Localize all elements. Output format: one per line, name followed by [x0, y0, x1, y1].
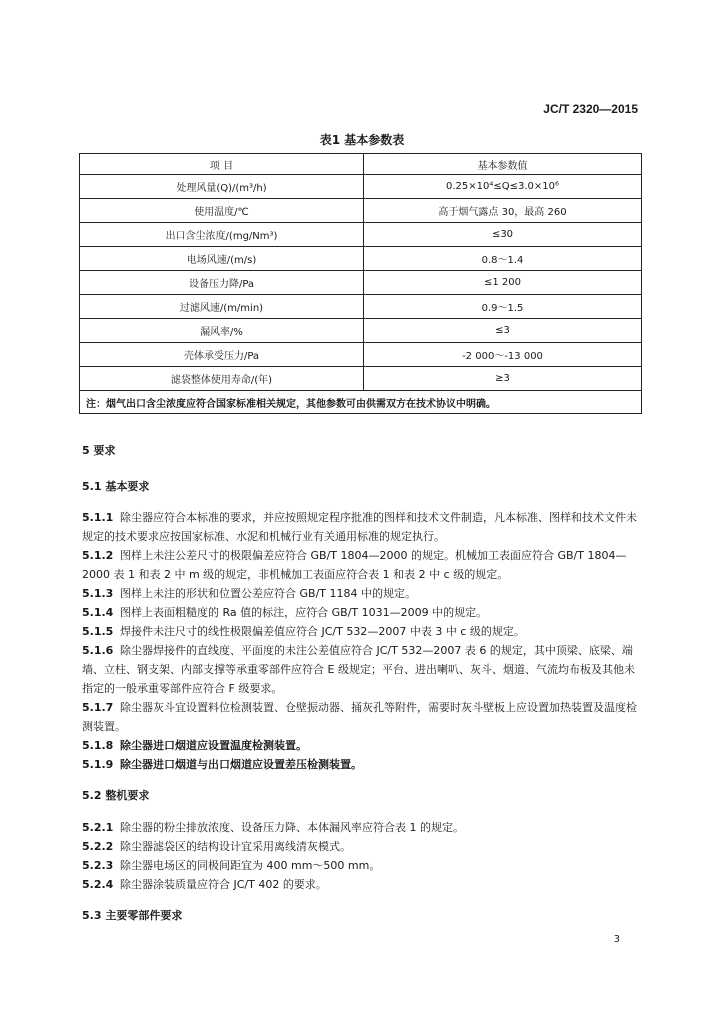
- table-row: [80, 199, 642, 223]
- clause-text: 除尘器进口烟道应设置温度检测装置。: [120, 739, 307, 752]
- clause-text: 除尘器进口烟道与出口烟道应设置差压检测装置。: [120, 758, 362, 771]
- clause-number: 5.2.2: [82, 840, 114, 853]
- clause-number: 5.1.7: [82, 701, 114, 714]
- clause-text: 除尘器灰斗宜设置料位检测装置、仓壁振动器、捅灰孔等附件，需要时灰斗壁板上应设置加热装置及温度检测装置。: [82, 701, 637, 733]
- row-item: 出口含尘浓度/(mg/Nm³): [80, 223, 364, 247]
- table-header-row: [80, 154, 642, 175]
- clause-text: 除尘器的粉尘排放浓度、设备压力降、本体漏风率应符合表 1 的规定。: [120, 821, 464, 834]
- clause-text: 图样上未注的形状和位置公差应符合 GB/T 1184 中的规定。: [120, 587, 416, 600]
- basic-parameters-table: [79, 153, 642, 414]
- page-number: 3: [613, 934, 620, 945]
- table-row: [80, 295, 642, 319]
- clause-number: 5.1.6: [82, 644, 114, 657]
- row-value: 0.8～1.4: [364, 247, 642, 271]
- clause-number: 5.1.1: [82, 511, 114, 524]
- row-item: 电场风速/(m/s): [80, 247, 364, 271]
- section-5-1-heading: 5.1 基本要求: [82, 480, 150, 493]
- column-header-value: 基本参数值: [364, 154, 642, 175]
- clause-text: 除尘器应符合本标准的要求，并应按照规定程序批准的图样和技术文件制造，凡本标准、图样和技术文件未规定的技术要求应按国家标准、水泥和机械行业有关通用标准的规定执行。: [82, 511, 637, 543]
- clause-5-1-2: [82, 546, 642, 584]
- table-row: [80, 271, 642, 295]
- clause-number: 5.2.4: [82, 878, 114, 891]
- row-value: ≤1 200: [364, 271, 642, 295]
- clause-number: 5.2.3: [82, 859, 114, 872]
- clause-text: 除尘器电场区的同极间距宜为 400 mm～500 mm。: [120, 859, 381, 872]
- clause-number: 5.1.9: [82, 758, 114, 771]
- clause-number: 5.1.2: [82, 549, 114, 562]
- table-row: [80, 175, 642, 199]
- clause-5-1-1: [82, 508, 642, 546]
- clause-text: 除尘器焊接件的直线度、平面度的未注公差值应符合 JC/T 532—2007 表 6 的规定，其中顶梁、底梁、端墙、立柱、钢支架、内部支撑等承重零部件应符合 E 级规定；平台、进出喇叭、灰斗、烟道、气流均布板及其他未指定的一般承重零部件应符合 F 级要求。: [82, 644, 635, 695]
- clause-number: 5.1.3: [82, 587, 114, 600]
- clause-5-2-4: [82, 875, 642, 894]
- clause-5-1-4: [82, 603, 642, 622]
- clause-5-1-5: [82, 622, 642, 641]
- section-5-3-heading: 5.3 主要零部件要求: [82, 909, 183, 922]
- row-value: ≤30: [364, 223, 642, 247]
- clause-text: 除尘器滤袋区的结构设计宜采用离线清灰模式。: [120, 840, 351, 853]
- row-value: ≤3: [364, 319, 642, 343]
- clause-number: 5.1.4: [82, 606, 114, 619]
- clause-5-1-7: [82, 698, 642, 736]
- table-note-row: [80, 391, 642, 414]
- row-value: ≥3: [364, 367, 642, 391]
- standard-number: JC/T 2320—2015: [543, 102, 638, 116]
- clause-text: 图样上表面粗糙度的 Ra 值的标注，应符合 GB/T 1031—2009 中的规定。: [120, 606, 488, 619]
- row-item: 设备压力降/Pa: [80, 271, 364, 295]
- table-row: [80, 343, 642, 367]
- clause-number: 5.1.8: [82, 739, 114, 752]
- clause-5-1-8: [82, 736, 642, 755]
- row-item: 使用温度/℃: [80, 199, 364, 223]
- row-value: 0.9～1.5: [364, 295, 642, 319]
- clause-5-2-1: [82, 818, 642, 837]
- row-value: 0.25×10⁴≤Q≤3.0×10⁶: [364, 175, 642, 199]
- row-item: 过滤风速/(m/min): [80, 295, 364, 319]
- section-5-2-heading: 5.2 整机要求: [82, 789, 150, 802]
- table-row: [80, 367, 642, 391]
- row-item: 壳体承受压力/Pa: [80, 343, 364, 367]
- clause-5-1-9: [82, 755, 642, 774]
- clause-text: 焊接件未注尺寸的线性极限偏差值应符合 JC/T 532—2007 中表 3 中 c 级的规定。: [120, 625, 525, 638]
- row-value: 高于烟气露点 30，最高 260: [364, 199, 642, 223]
- clause-text: 图样上未注公差尺寸的极限偏差应符合 GB/T 1804—2000 的规定。机械加工表面应符合 GB/T 1804—2000 表 1 和表 2 中 m 级的规定，非机械加工表面应符合表 1 和表 2 中 c 级的规定。: [82, 549, 627, 581]
- clause-5-1-6: [82, 641, 642, 698]
- table-row: [80, 223, 642, 247]
- clause-5-2-3: [82, 856, 642, 875]
- table-row: [80, 319, 642, 343]
- clause-5-2-2: [82, 837, 642, 856]
- table-title: 表1 基本参数表: [319, 133, 405, 147]
- column-header-item: 项 目: [80, 154, 364, 175]
- row-value: -2 000～-13 000: [364, 343, 642, 367]
- table-row: [80, 247, 642, 271]
- clause-5-1-3: [82, 584, 642, 603]
- row-item: 滤袋整体使用寿命/(年): [80, 367, 364, 391]
- table-note: 注：烟气出口含尘浓度应符合国家标准相关规定，其他参数可由供需双方在技术协议中明确。: [80, 391, 642, 414]
- clause-text: 除尘器涂装质量应符合 JC/T 402 的要求。: [120, 878, 327, 891]
- row-item: 处理风量(Q)/(m³/h): [80, 175, 364, 199]
- clause-number: 5.2.1: [82, 821, 114, 834]
- clause-number: 5.1.5: [82, 625, 114, 638]
- row-item: 漏风率/%: [80, 319, 364, 343]
- section-5-heading: 5 要求: [82, 444, 116, 457]
